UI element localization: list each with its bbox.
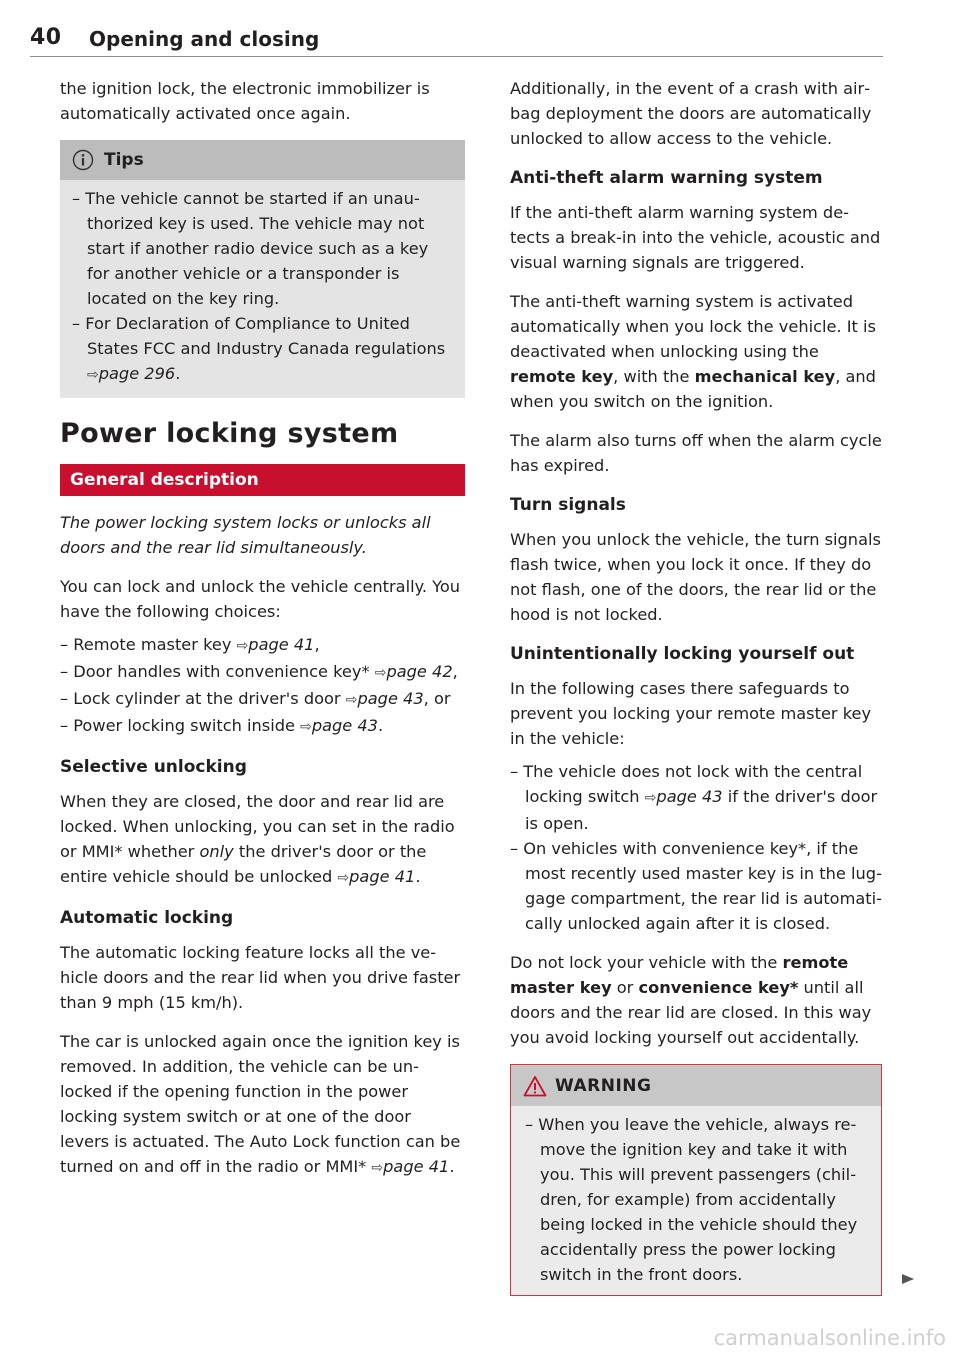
page-ref-link[interactable]: page 42 <box>386 662 453 681</box>
safeguards-list <box>510 759 882 936</box>
section-bar: General description <box>60 464 465 496</box>
continue-arrow-icon <box>901 1273 915 1285</box>
info-icon <box>72 149 94 171</box>
paragraph: The anti-theft warning system is activated automatically when you lock the vehicle. It is deactivated when unlocking using the remote key, with the mechanical key, and when you switch on the ignition. <box>510 292 876 411</box>
tips-box <box>60 140 465 398</box>
tips-item: – The vehicle cannot be started if an unauthorized key is used. The vehicle may not start if another radio device such as a key for another vehicle or a transponder is located on the key ring. <box>72 189 429 308</box>
arrow-right-icon: ⇨ <box>87 367 99 383</box>
page-ref-link[interactable]: page 41 <box>248 635 315 654</box>
warning-triangle-icon <box>523 1075 547 1097</box>
paragraph: The car is unlocked again once the ignition key is removed. In addition, the vehicle can be unlocked if the opening function in the power locking system switch or at one of the door levers is actuated. The Auto Lock function can be turned on and off in the radio or MMI* ⇨page 41. <box>60 1032 461 1176</box>
tips-label: Tips <box>104 150 144 170</box>
paragraph: The automatic locking feature locks all the vehicle doors and the rear lid when you drive faster than 9 mph (15 km/h). <box>60 943 461 1012</box>
arrow-right-icon: ⇨ <box>644 790 657 806</box>
warning-label: WARNING <box>555 1075 652 1096</box>
arrow-right-icon: ⇨ <box>337 870 350 886</box>
list-item: – Remote master key ⇨page 41, <box>60 635 320 654</box>
list-item: – The vehicle does not lock with the central locking switch ⇨page 43 if the driver's door is open. <box>510 762 878 833</box>
paragraph: Do not lock your vehicle with the remote master key or convenience key* until all doors and the rear lid are closed. In this way you avoid locking yourself out accidentally. <box>510 953 872 1047</box>
warning-box <box>510 1064 882 1296</box>
subheading: Unintentionally locking yourself out <box>510 644 855 664</box>
subheading: Turn signals <box>510 495 626 515</box>
arrow-right-icon: ⇨ <box>374 665 387 681</box>
choices-list <box>60 632 465 740</box>
subheading: Automatic locking <box>60 908 234 928</box>
list-item: – Door handles with convenience key* ⇨page 42, <box>60 662 458 681</box>
warning-item: – When you leave the vehicle, always remove the ignition key and take it with you. This will prevent passengers (children, for example) from accidentally being locked in the vehicle should they accidentally press the power locking switch in the front doors. <box>525 1115 858 1284</box>
subheading: Anti-theft alarm warning system <box>510 168 823 188</box>
paragraph: When they are closed, the door and rear lid are locked. When unlocking, you can set in the radio or MMI* whether only the driver's door or the entire vehicle should be unlocked ⇨page 41. <box>60 792 455 886</box>
page-ref-link[interactable]: page 296 <box>98 364 176 383</box>
page-ref-link[interactable]: page 43 <box>656 787 723 806</box>
paragraph: In the following cases there safeguards to prevent you locking your remote master key in the vehicle: <box>510 679 872 748</box>
paragraph: When you unlock the vehicle, the turn signals flash twice, when you lock it once. If they do not flash, one of the doors, the rear lid or the hood is not locked. <box>510 530 881 624</box>
paragraph: the ignition lock, the electronic immobilizer is automatically activated once again. <box>60 79 430 123</box>
paragraph: The alarm also turns off when the alarm cycle has expired. <box>510 431 882 475</box>
list-item: – Lock cylinder at the driver's door ⇨page 43, or <box>60 689 451 708</box>
list-item: – On vehicles with convenience key*, if the most recently used master key is in the luggage compartment, the rear lid is automatically unlocked again after it is closed. <box>510 839 882 933</box>
page-ref-link[interactable]: page 41 <box>349 867 416 886</box>
arrow-right-icon: ⇨ <box>345 692 358 708</box>
page-header <box>30 20 883 57</box>
left-column <box>60 76 465 1195</box>
paragraph: Additionally, in the event of a crash with airbag deployment the doors are automatically unlocked to allow access to the vehicle. <box>510 79 872 148</box>
tips-item: – For Declaration of Compliance to United States FCC and Industry Canada regulations ⇨page 296. <box>72 314 446 383</box>
warning-header <box>511 1065 881 1106</box>
list-item: – Power locking switch inside ⇨page 43. <box>60 716 384 735</box>
paragraph: You can lock and unlock the vehicle centrally. You have the following choices: <box>60 577 461 621</box>
tips-header <box>60 140 465 180</box>
paragraph: If the anti-theft alarm warning system detects a break-in into the vehicle, acoustic and visual warning signals are triggered. <box>510 203 881 272</box>
page-ref-link[interactable]: page 43 <box>311 716 378 735</box>
arrow-right-icon: ⇨ <box>371 1160 384 1176</box>
page-ref-link[interactable]: page 43 <box>357 689 424 708</box>
arrow-right-icon: ⇨ <box>300 719 312 735</box>
subheading: Selective unlocking <box>60 757 247 777</box>
right-column <box>510 76 882 1296</box>
section-title: Opening and closing <box>89 27 320 51</box>
page-number: 40 <box>30 25 62 50</box>
page-ref-link[interactable]: page 41 <box>383 1157 450 1176</box>
watermark: carmanualsonline.info <box>713 1326 946 1350</box>
intro-text: The power locking system locks or unlocks all doors and the rear lid simultaneously. <box>60 513 431 557</box>
chapter-heading: Power locking system <box>60 418 399 449</box>
arrow-right-icon: ⇨ <box>236 638 249 654</box>
